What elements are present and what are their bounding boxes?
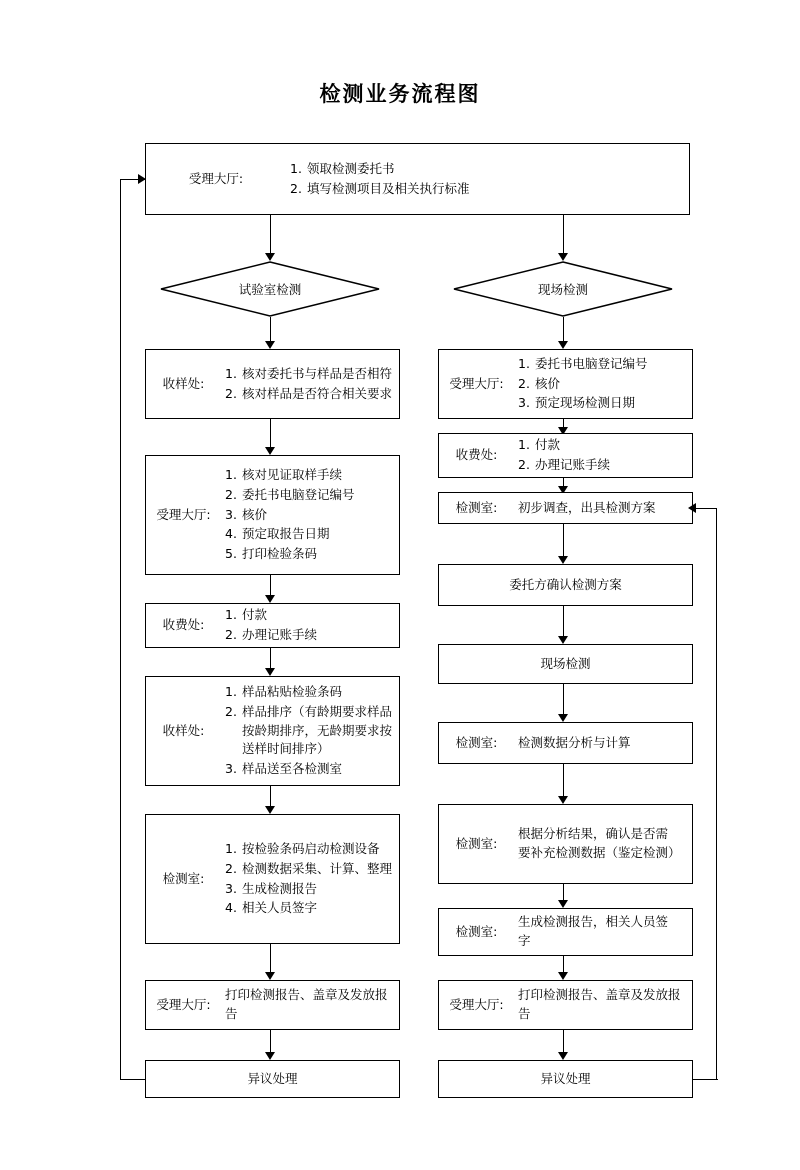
decision-site-test-label: 现场检测 xyxy=(537,282,588,297)
node-left-4-step-1: 样品粘贴检验条码 xyxy=(242,684,343,700)
node-start-step-2: 填写检测项目及相关执行标准 xyxy=(307,180,470,196)
node-right-1-step-1: 委托书电脑登记编号 xyxy=(535,355,648,371)
node-left-6-body: 打印检测报告、盖章及发放报告 xyxy=(225,987,388,1021)
node-start-step-1: 领取检测委托书 xyxy=(307,160,395,176)
node-left-7-label: 异议处理 xyxy=(247,1070,298,1086)
node-right-7-label: 检测室: xyxy=(455,835,498,851)
node-right-3-body: 初步调查，出具检测方案 xyxy=(518,499,656,515)
node-right-8-body: 生成检测报告，相关人员签字 xyxy=(518,914,669,948)
node-left-3-step-2: 办理记账手续 xyxy=(242,627,318,642)
node-right-6 xyxy=(438,722,693,764)
arrow-l6-l7 xyxy=(265,1052,275,1060)
arrow-start-right xyxy=(558,253,568,261)
arrow-feedback-right xyxy=(688,503,696,513)
connector-r6-r7 xyxy=(563,764,564,800)
node-right-6-body: 检测数据分析与计算 xyxy=(518,734,631,750)
node-right-2-step-1: 付款 xyxy=(535,437,561,453)
arrow-r5-r6 xyxy=(558,714,568,722)
node-left-5 xyxy=(145,814,400,944)
node-left-4-body: 1. 样品粘贴检验条码 2. 样品排序（有龄期要求样品按龄期排序，无龄期要求按送样时间排序） 3. 样品送至各检测室 xyxy=(225,682,399,780)
node-left-1-label: 收样处: xyxy=(162,375,205,391)
node-left-2-label: 受理大厅: xyxy=(156,506,211,522)
node-left-2-step-3: 核价 xyxy=(242,506,268,522)
node-left-5-step-2: 检测数据采集、计算、整理 xyxy=(242,860,393,876)
node-right-4 xyxy=(438,564,693,606)
arrow-feedback-left xyxy=(138,174,146,184)
node-start xyxy=(145,143,690,215)
node-left-5-step-4: 相关人员签字 xyxy=(242,900,318,916)
connector-start-left xyxy=(270,215,271,257)
node-left-2-step-5: 打印检验条码 xyxy=(242,546,318,562)
feedback-right-bottom xyxy=(693,1079,718,1080)
node-right-9 xyxy=(438,980,693,1030)
node-right-7-body: 根据分析结果，确认是否需要补充检测数据（鉴定检测） xyxy=(518,826,681,860)
arrow-l1-l2 xyxy=(265,447,275,455)
node-right-4-label: 委托方确认检测方案 xyxy=(509,576,622,592)
node-right-2-body: 1. 付款 2. 办理记账手续 xyxy=(518,435,692,476)
node-left-2-step-2: 委托书电脑登记编号 xyxy=(242,486,355,502)
node-right-9-label: 受理大厅: xyxy=(449,996,504,1012)
node-right-1-label: 受理大厅: xyxy=(449,375,504,391)
node-right-3 xyxy=(438,492,693,524)
node-left-2 xyxy=(145,455,400,575)
arrow-l5-l6 xyxy=(265,972,275,980)
node-left-4 xyxy=(145,676,400,786)
page-title: 检测业务流程图 xyxy=(319,82,481,106)
arrow-r6-r7 xyxy=(558,796,568,804)
arrow-l4-l5 xyxy=(265,806,275,814)
node-left-3-label: 收费处: xyxy=(162,617,205,633)
node-left-1-step-2: 核对样品是否符合相关要求 xyxy=(242,385,393,401)
arrow-r7-r8 xyxy=(558,900,568,908)
connector-r4-r5 xyxy=(563,606,564,640)
arrow-r9-r10 xyxy=(558,1052,568,1060)
connector-r5-r6 xyxy=(563,684,564,718)
decision-lab-test xyxy=(160,261,380,317)
node-right-1-step-2: 核价 xyxy=(535,375,561,391)
node-left-1 xyxy=(145,349,400,419)
node-left-2-step-4: 预定取报告日期 xyxy=(242,526,330,542)
connector-r3-r4 xyxy=(563,524,564,560)
node-right-1-body: 1. 委托书电脑登记编号 2. 核价 3. 预定现场检测日期 xyxy=(518,354,692,414)
node-right-2-step-2: 办理记账手续 xyxy=(535,457,611,472)
node-left-6 xyxy=(145,980,400,1030)
node-left-3-step-1: 付款 xyxy=(242,607,268,623)
node-left-1-step-1: 核对委托书与样品是否相符 xyxy=(242,365,393,381)
connector-start-right xyxy=(563,215,564,257)
node-left-7 xyxy=(145,1060,400,1098)
arrow-r8-r9 xyxy=(558,972,568,980)
node-right-10 xyxy=(438,1060,693,1098)
decision-site-test xyxy=(453,261,673,317)
node-left-5-step-1: 按检验条码启动检测设备 xyxy=(242,841,380,856)
node-left-5-step-3: 生成检测报告 xyxy=(242,880,318,896)
node-left-4-step-3: 样品送至各检测室 xyxy=(242,761,343,777)
feedback-right-vertical xyxy=(716,508,717,1079)
node-left-6-label: 受理大厅: xyxy=(156,996,211,1012)
node-left-3-body: 1. 付款 2. 办理记账手续 xyxy=(225,605,399,646)
arrow-start-left xyxy=(265,253,275,261)
node-right-10-label: 异议处理 xyxy=(540,1070,591,1086)
feedback-left-vertical xyxy=(120,179,121,1079)
node-start-label: 受理大厅: xyxy=(188,170,244,186)
node-left-4-step-2: 样品排序（有龄期要求样品按龄期排序，无龄期要求按送样时间排序） xyxy=(242,703,393,757)
feedback-left-bottom xyxy=(120,1079,146,1080)
node-right-2 xyxy=(438,433,693,478)
node-left-3 xyxy=(145,603,400,648)
node-left-5-body: 1. 按检验条码启动检测设备 2. 检测数据采集、计算、整理 3. 生成检测报告 4. 相关人员签字 xyxy=(225,839,399,919)
decision-lab-test-label: 试验室检测 xyxy=(238,282,302,297)
node-right-1-step-3: 预定现场检测日期 xyxy=(535,395,636,411)
node-left-2-step-1: 核对见证取样手续 xyxy=(242,467,343,483)
arrow-lab-to-l1 xyxy=(265,341,275,349)
node-right-7 xyxy=(438,804,693,884)
node-left-1-body: 1. 核对委托书与样品是否相符 2. 核对样品是否符合相关要求 xyxy=(225,364,399,405)
node-right-6-label: 检测室: xyxy=(455,734,498,750)
arrow-l2-l3 xyxy=(265,595,275,603)
node-right-9-body: 打印检测报告、盖章及发放报告 xyxy=(518,987,681,1021)
arrow-r3-r4 xyxy=(558,556,568,564)
arrow-site-to-r1 xyxy=(558,341,568,349)
node-start-body: 1. 领取检测委托书 2. 填写检测项目及相关执行标准 xyxy=(290,159,689,200)
node-left-2-body: 1. 核对见证取样手续 2. 委托书电脑登记编号 3. 核价 4. 预定取报告日期 5. 打印检验条码 xyxy=(225,465,399,565)
node-right-5 xyxy=(438,644,693,684)
node-left-5-label: 检测室: xyxy=(162,870,205,886)
node-left-4-label: 收样处: xyxy=(162,722,205,738)
node-right-2-label: 收费处: xyxy=(455,447,498,463)
arrow-r4-r5 xyxy=(558,636,568,644)
arrow-l3-l4 xyxy=(265,668,275,676)
node-right-5-label: 现场检测 xyxy=(540,655,591,671)
node-right-8 xyxy=(438,908,693,956)
node-right-8-label: 检测室: xyxy=(455,923,498,939)
node-right-3-label: 检测室: xyxy=(455,499,498,515)
feedback-right-top xyxy=(694,508,717,509)
node-right-1 xyxy=(438,349,693,419)
